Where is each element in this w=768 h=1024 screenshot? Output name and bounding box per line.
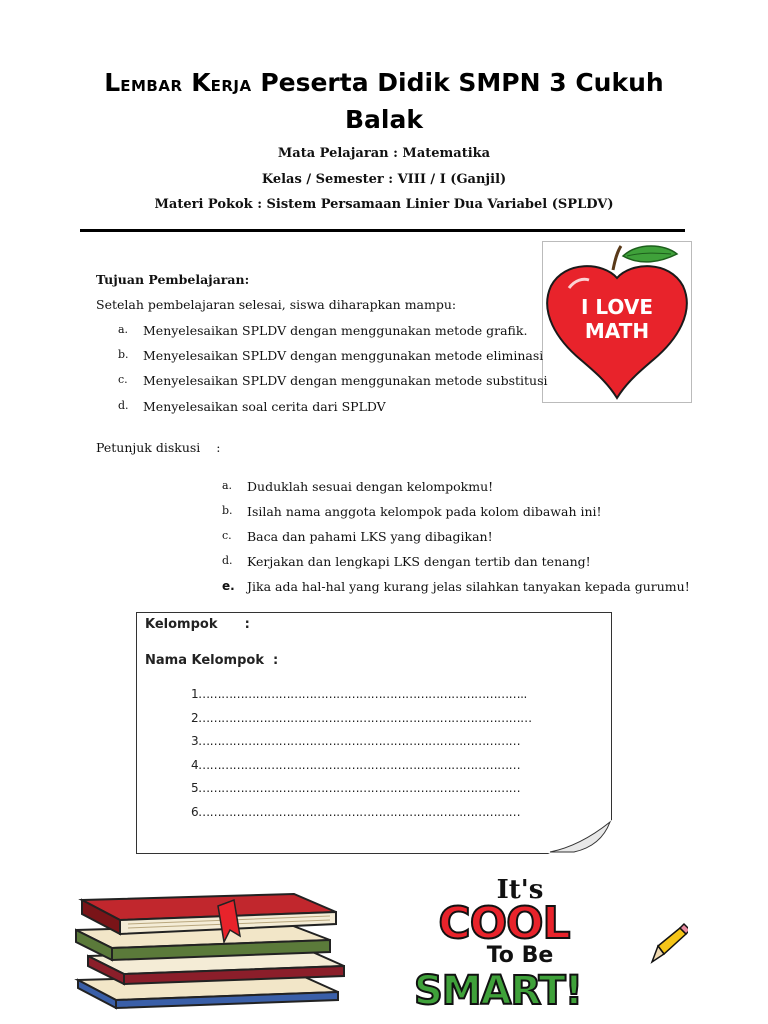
member-line-6[interactable]: 6………………………………………………………………………… xyxy=(191,805,521,819)
cool-smart-clipart xyxy=(362,872,688,1012)
list-text: Jika ada hal-hal yang kurang jelas silahkan tanyakan kepada gurumu! xyxy=(247,579,690,594)
list-marker: b. xyxy=(118,348,129,361)
member-line-3[interactable]: 3………………………………………………………………………… xyxy=(191,734,521,748)
list-marker: c. xyxy=(118,373,128,386)
list-marker: a. xyxy=(222,479,233,492)
list-text: Duduklah sesuai dengan kelompokmu! xyxy=(247,479,494,494)
list-text: Kerjakan dan lengkapi LKS dengan tertib dan tenang! xyxy=(247,554,591,569)
cool-text: COOL xyxy=(438,898,570,949)
list-text: Menyelesaikan soal cerita dari SPLDV xyxy=(143,399,386,414)
tujuan-heading: Tujuan Pembelajaran: xyxy=(96,272,250,287)
smart-text: SMART! xyxy=(413,968,583,1012)
nama-kelompok-label: Nama Kelompok : xyxy=(145,653,279,668)
list-text: Menyelesaikan SPLDV dengan menggunakan metode eliminasi xyxy=(143,348,544,363)
page-title xyxy=(60,66,708,137)
meta-topic: Materi Pokok : Sistem Persamaan Linier Dua Variabel (SPLDV) xyxy=(154,197,614,212)
apple-clipart xyxy=(542,241,692,403)
member-line-4[interactable]: 4………………………………………………………………………… xyxy=(191,758,521,772)
apple-heart-icon xyxy=(543,242,691,402)
apple-text-line2: MATH xyxy=(584,319,650,343)
apple-text-line1: I LOVE xyxy=(580,295,654,319)
meta-class-semester: Kelas / Semester : VIII / I (Ganjil) xyxy=(261,172,507,187)
list-text: Menyelesaikan SPLDV dengan menggunakan metode substitusi xyxy=(143,373,548,388)
list-marker: d. xyxy=(222,554,233,567)
its-text: It's xyxy=(496,875,544,905)
list-text: Menyelesaikan SPLDV dengan menggunakan metode grafik. xyxy=(143,323,528,338)
list-marker: b. xyxy=(222,504,233,517)
tujuan-intro: Setelah pembelajaran selesai, siswa diharapkan mampu: xyxy=(96,297,457,312)
list-marker: c. xyxy=(222,529,232,542)
kelompok-label: Kelompok : xyxy=(145,617,250,632)
to-be-text: To Be xyxy=(486,943,554,968)
member-line-1[interactable]: 1………………………………………………………………………….. xyxy=(191,687,527,701)
page-curl-icon xyxy=(548,820,612,854)
member-line-5[interactable]: 5………………………………………………………………………… xyxy=(191,781,521,795)
list-text: Isilah nama anggota kelompok pada kolom dibawah ini! xyxy=(247,504,602,519)
title-kerja-rest: ERJA xyxy=(210,77,252,95)
list-marker: d. xyxy=(118,399,129,412)
member-line-2[interactable]: 2…………………………………………………………………………… xyxy=(191,711,532,725)
title-lembar-initial: L xyxy=(104,68,121,97)
group-members-box xyxy=(136,612,612,854)
list-marker: a. xyxy=(118,323,129,336)
title-kerja-initial: K xyxy=(191,68,211,97)
petunjuk-heading: Petunjuk diskusi : xyxy=(96,440,221,455)
title-lembar-rest: EMBAR xyxy=(120,77,183,95)
title-main-line2: Balak xyxy=(345,105,423,134)
meta-subject: Mata Pelajaran : Matematika xyxy=(277,146,491,161)
books-stack-icon xyxy=(68,870,358,1010)
cool-smart-lettering-icon xyxy=(362,872,688,1012)
header-divider xyxy=(80,229,685,232)
books-clipart xyxy=(68,870,358,1010)
list-text: Baca dan pahami LKS yang dibagikan! xyxy=(247,529,493,544)
title-main-line1: Peserta Didik SMPN 3 Cukuh xyxy=(260,68,664,97)
list-marker: e. xyxy=(222,579,235,593)
pencil-icon xyxy=(652,924,688,962)
